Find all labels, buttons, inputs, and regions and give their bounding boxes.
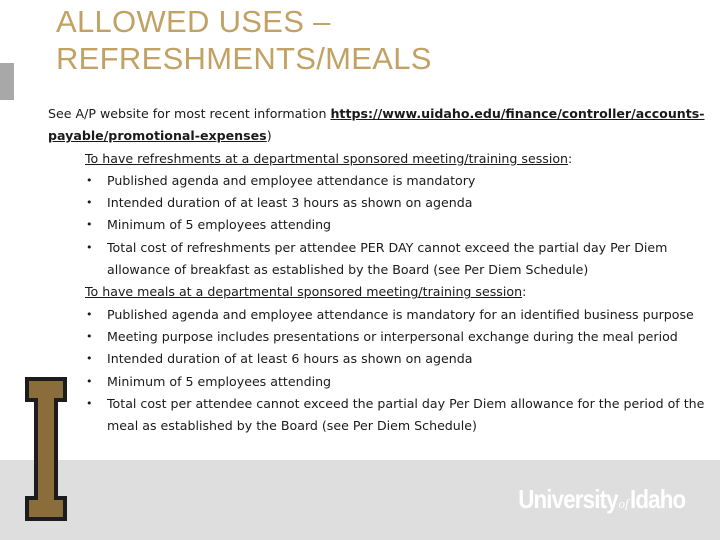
slide-body xyxy=(48,103,713,437)
bullet-icon: • xyxy=(86,396,93,410)
ap-website-link-cont[interactable]: payable/promotional-expenses xyxy=(48,128,267,144)
slide-title-line-2: REFRESHMENTS/MEALS xyxy=(56,41,432,76)
bullet-icon: • xyxy=(86,196,93,210)
wordmark-of: of xyxy=(618,496,629,511)
intro-paragraph-cont xyxy=(48,125,713,147)
list-item: • Published agenda and employee attendance is mandatory xyxy=(48,170,713,192)
slide-title-line-1: ALLOWED USES – xyxy=(56,4,331,39)
list-item: • Intended duration of at least 6 hours as shown on agenda xyxy=(48,348,713,370)
bullet-icon: • xyxy=(86,307,93,321)
list-item: • Meeting purpose includes presentations or interpersonal exchange during the meal period xyxy=(48,326,713,348)
ap-website-link[interactable]: https://www.uidaho.edu/finance/controller/accounts- xyxy=(330,106,705,121)
list-item: • Minimum of 5 employees attending xyxy=(48,371,713,393)
wordmark-university: University xyxy=(517,484,618,514)
bullet-icon: • xyxy=(86,329,93,343)
intro-close-paren: ) xyxy=(266,128,272,144)
slide-title xyxy=(56,3,696,77)
list-item: • Published agenda and employee attendance is mandatory for an identified business purpose xyxy=(48,304,713,326)
list-item: • Total cost of refreshments per attendee PER DAY cannot exceed the partial day Per Diem allowance of breakfast as established by the Board (see Per Diem Schedule) xyxy=(48,237,713,282)
bullet-icon: • xyxy=(86,240,93,254)
meals-list xyxy=(48,304,713,438)
intro-paragraph xyxy=(48,103,713,125)
list-item: • Total cost per attendee cannot exceed the partial day Per Diem allowance for the period of the meal as established by the Board (see Per Diem Schedule) xyxy=(48,393,713,438)
refreshments-list xyxy=(48,170,713,281)
bullet-icon: • xyxy=(86,173,93,187)
bullet-icon: • xyxy=(86,374,93,388)
wordmark-idaho: Idaho xyxy=(629,484,685,514)
refreshments-heading: To have refreshments at a departmental sponsored meeting/training session: xyxy=(85,150,573,166)
list-item: • Minimum of 5 employees attending xyxy=(48,214,713,236)
list-item: • Intended duration of at least 3 hours as shown on agenda xyxy=(48,192,713,214)
title-accent-bar xyxy=(0,63,14,100)
intro-text: See A/P website for most recent information xyxy=(48,106,331,121)
university-of-idaho-wordmark xyxy=(502,484,694,520)
university-i-logo-icon xyxy=(22,374,70,524)
bullet-icon: • xyxy=(86,218,93,232)
bullet-icon: • xyxy=(86,352,93,366)
meals-heading: To have meals at a departmental sponsored meeting/training session: xyxy=(85,284,527,300)
